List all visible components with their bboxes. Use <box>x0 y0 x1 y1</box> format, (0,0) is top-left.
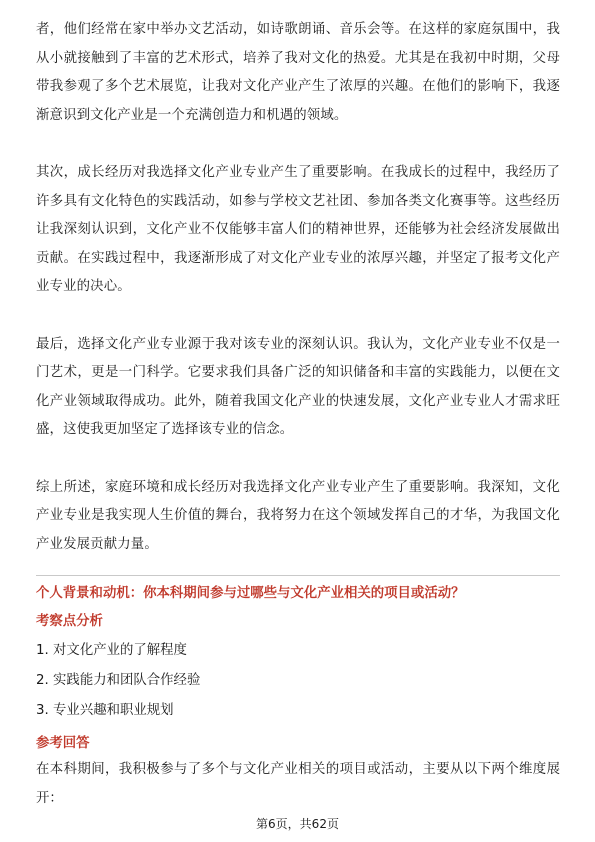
body-paragraph: 其次，成长经历对我选择文化产业专业产生了重要影响。在我成长的过程中，我经历了许多具有文化特色的实践活动，如参与学校文艺社团、参加各类文化赛事等。这些经历让我深刻认识到，文化产业不仅能够丰富人们的精神世界，还能够为社会经济发展做出贡献。在实践过程中，我逐渐形成了对文化产业专业的浓厚兴趣，并坚定了报考文化产业专业的决心。 <box>36 165 560 294</box>
answer-paragraph: 在本科期间，我积极参与了多个与文化产业相关的项目或活动，主要从以下两个维度展开： <box>36 762 560 806</box>
page-content <box>36 16 560 813</box>
analysis-list <box>36 636 560 726</box>
body-paragraph: 最后，选择文化产业专业源于我对该专业的深刻认识。我认为，文化产业专业不仅是一门艺术，更是一门科学。它要求我们具备广泛的知识储备和丰富的实践能力，以便在文化产业领域取得成功。此外，随着我国文化产业的快速发展，文化产业专业人才需求旺盛，这使我更加坚定了选择该专业的信念。 <box>36 336 560 437</box>
page-footer: 第6页，共62页 <box>256 817 339 831</box>
body-paragraph: 者，他们经常在家中举办文艺活动，如诗歌朗诵、音乐会等。在这样的家庭氛围中，我从小就接触到了丰富的艺术形式，培养了我对文化的热爱。尤其是在我初中时期，父母带我参观了多个艺术展览，让我对文化产业产生了浓厚的兴趣。在他们的影响下，我逐渐意识到文化产业是一个充满创造力和机遇的领域。 <box>36 22 560 123</box>
list-item: 3. 专业兴趣和职业规划 <box>36 703 174 718</box>
analysis-heading: 考察点分析 <box>36 614 103 629</box>
list-item: 1. 对文化产业的了解程度 <box>36 643 187 658</box>
list-item: 2. 实践能力和团队合作经验 <box>36 673 201 688</box>
answer-heading: 参考回答 <box>36 736 90 751</box>
question-heading: 个人背景和动机：你本科期间参与过哪些与文化产业相关的项目或活动？ <box>36 586 465 601</box>
section-divider <box>36 575 560 576</box>
body-paragraph: 综上所述，家庭环境和成长经历对我选择文化产业专业产生了重要影响。我深知，文化产业专业是我实现人生价值的舞台，我将努力在这个领域发挥自己的才华，为我国文化产业发展贡献力量。 <box>36 479 560 552</box>
